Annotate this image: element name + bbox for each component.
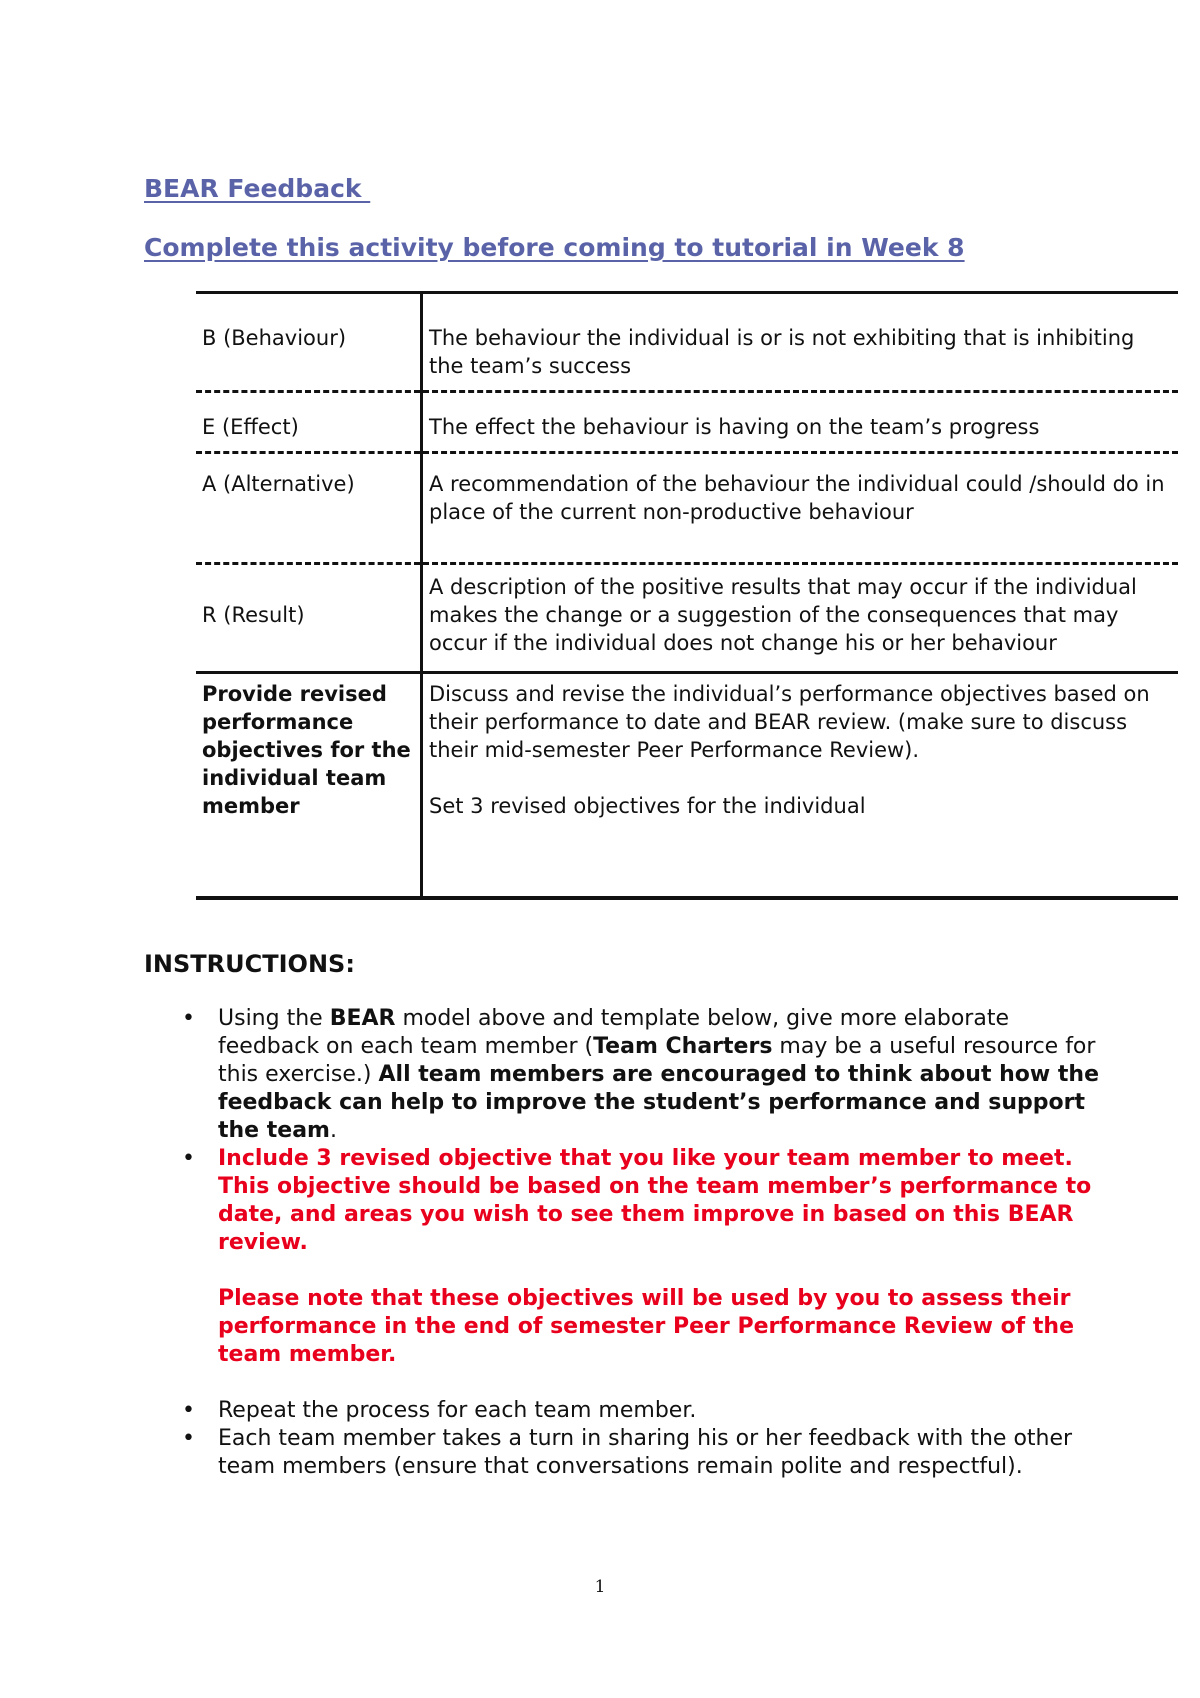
item-bold-text: Team Charters: [593, 1034, 773, 1059]
page-number: 1: [594, 1577, 606, 1597]
table-row-alternative: [196, 453, 1178, 564]
bullet-icon: •: [182, 1398, 195, 1423]
bullet-icon: •: [182, 1006, 195, 1031]
row-description: [422, 673, 1179, 899]
item-text: Each team member takes a turn in sharing his or her feedback with the other team members (ensure that conversations remain polite and respectful).: [218, 1426, 1073, 1479]
bear-table: [196, 291, 1178, 900]
table-row-effect: [196, 392, 1178, 453]
item-text: model above and template below, give more elaborate feedback on each team member (: [218, 1006, 1009, 1059]
list-item: [144, 1397, 1104, 1425]
row-label: A (Alternative): [196, 453, 422, 564]
row-description: The effect the behaviour is having on the team’s progress: [422, 392, 1179, 453]
item-text: Using the: [218, 1006, 330, 1031]
list-item: [144, 1005, 1104, 1145]
objectives-instruction: Set 3 revised objectives for the individual: [429, 794, 866, 818]
item-text: may be a useful resource for this exercise.): [218, 1034, 1096, 1087]
row-label: R (Result): [196, 564, 422, 673]
item-text: .: [329, 1118, 337, 1143]
table-row-result: [196, 564, 1178, 673]
document-subtitle: Complete this activity before coming to tutorial in Week 8: [144, 233, 965, 262]
instructions-title: INSTRUCTIONS:: [144, 950, 355, 978]
row-label: B (Behaviour): [196, 293, 422, 392]
item-highlight-text: Please note that these objectives will be used by you to assess their performance in the end of semester Peer Performance Review of the team member.: [218, 1286, 1075, 1367]
document-title: BEAR Feedback: [144, 174, 371, 203]
objectives-description: Discuss and revise the individual’s performance objectives based on their performance to date and BEAR review. (make sure to discuss their mid-semester Peer Performance Review).: [429, 682, 1150, 762]
row-label: E (Effect): [196, 392, 422, 453]
item-bold-text: All team members are encouraged to think about how the feedback can help to improve the student’s performance and support the team: [218, 1062, 1099, 1143]
bullet-icon: •: [182, 1146, 195, 1171]
paragraph-spacer: [218, 1369, 1104, 1397]
paragraph-spacer: [429, 764, 1172, 792]
list-item: [144, 1425, 1104, 1481]
item-text: Repeat the process for each team member.: [218, 1398, 697, 1423]
list-item: [144, 1145, 1104, 1397]
item-highlight-text: Include 3 revised objective that you like your team member to meet. This objective should be based on the team member’s performance to date, and areas you wish to see them improve in based on this BEAR review.: [218, 1146, 1092, 1255]
table-row-objectives: [196, 673, 1178, 899]
item-bold-text: BEAR: [329, 1006, 396, 1031]
instructions-list: [144, 1005, 1104, 1481]
bullet-icon: •: [182, 1426, 195, 1451]
paragraph-spacer: [218, 1257, 1104, 1285]
row-label: Provide revised performance objectives for the individual team member: [196, 673, 422, 899]
table-row-behaviour: [196, 293, 1178, 392]
row-description: A description of the positive results that may occur if the individual makes the change or a suggestion of the consequences that may occur if the individual does not change his or her behaviour: [422, 564, 1179, 673]
row-description: The behaviour the individual is or is not exhibiting that is inhibiting the team’s success: [429, 326, 1135, 378]
row-description: A recommendation of the behaviour the individual could /should do in place of the current non-productive behaviour: [422, 453, 1179, 564]
